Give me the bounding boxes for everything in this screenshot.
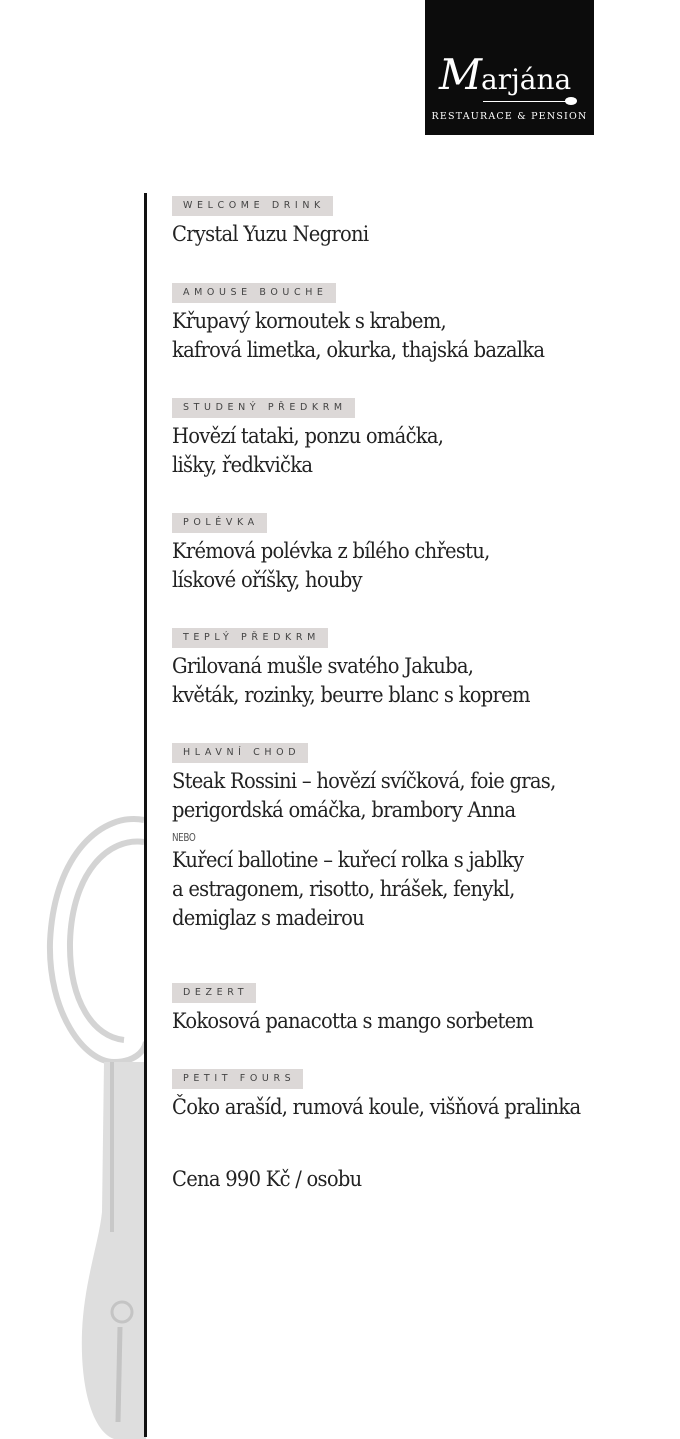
- dish-line: Čoko arašíd, rumová koule, višňová pralinka: [172, 1095, 581, 1119]
- alternative-separator: NEBO: [172, 831, 196, 844]
- course-dessert: [172, 980, 560, 1036]
- logo-name: arjána: [481, 63, 572, 96]
- course-soup: [172, 510, 513, 595]
- course-amouse-bouche: [172, 280, 572, 365]
- course-main: [172, 740, 584, 933]
- menu-price: Cena 990 Kč / osobu: [172, 1167, 362, 1191]
- dish-line: Steak Rossini – hovězí svíčková, foie gras,: [172, 769, 556, 793]
- course-label: AMOUSE BOUCHE: [172, 283, 336, 303]
- dish-line: Crystal Yuzu Negroni: [172, 222, 369, 246]
- dish-line: Křupavý kornoutek s krabem,: [172, 309, 446, 333]
- dish-line: Kuřecí ballotine – kuřecí rolka s jablky: [172, 848, 524, 872]
- dish-line: a estragonem, risotto, hrášek, fenykl,: [172, 877, 515, 901]
- dish-line: Kokosová panacotta s mango sorbetem: [172, 1009, 534, 1033]
- course-cold-starter: [172, 395, 464, 480]
- course-label: PETIT FOURS: [172, 1069, 303, 1089]
- spoon-icon: [565, 97, 577, 105]
- course-petit-fours: [172, 1066, 611, 1122]
- logo-underline: [483, 101, 569, 102]
- dish-line: lískové oříšky, houby: [172, 568, 362, 592]
- dish-line: perigordská omáčka, brambory Anna: [172, 798, 516, 822]
- logo-wordmark: [439, 52, 571, 103]
- vertical-divider: [144, 193, 147, 1437]
- course-label: WELCOME DRINK: [172, 196, 333, 216]
- logo-subtitle: RESTAURACE & PENSION: [431, 111, 588, 122]
- course-label: POLÉVKA: [172, 513, 267, 533]
- dish-line: Grilovaná mušle svatého Jakuba,: [172, 654, 474, 678]
- dish-line: demiglaz s madeirou: [172, 906, 364, 930]
- course-label: TEPLÝ PŘEDKRM: [172, 628, 328, 648]
- dish-line: lišky, ředkvička: [172, 453, 313, 477]
- dish-line: Krémová polévka z bílého chřestu,: [172, 539, 490, 563]
- spoon-illustration-icon: [44, 812, 146, 1439]
- restaurant-logo: [425, 0, 594, 135]
- dish-line: Hovězí tataki, ponzu omáčka,: [172, 424, 444, 448]
- course-label: DEZERT: [172, 983, 256, 1003]
- dish-line: květák, rozinky, beurre blanc s koprem: [172, 683, 530, 707]
- course-welcome-drink: [172, 193, 383, 249]
- dish-line: kafrová limetka, okurka, thajská bazalka: [172, 338, 545, 362]
- course-warm-starter: [172, 625, 557, 710]
- course-label: HLAVNÍ CHOD: [172, 743, 308, 763]
- logo-initial: M: [439, 50, 482, 99]
- course-label: STUDENÝ PŘEDKRM: [172, 398, 355, 418]
